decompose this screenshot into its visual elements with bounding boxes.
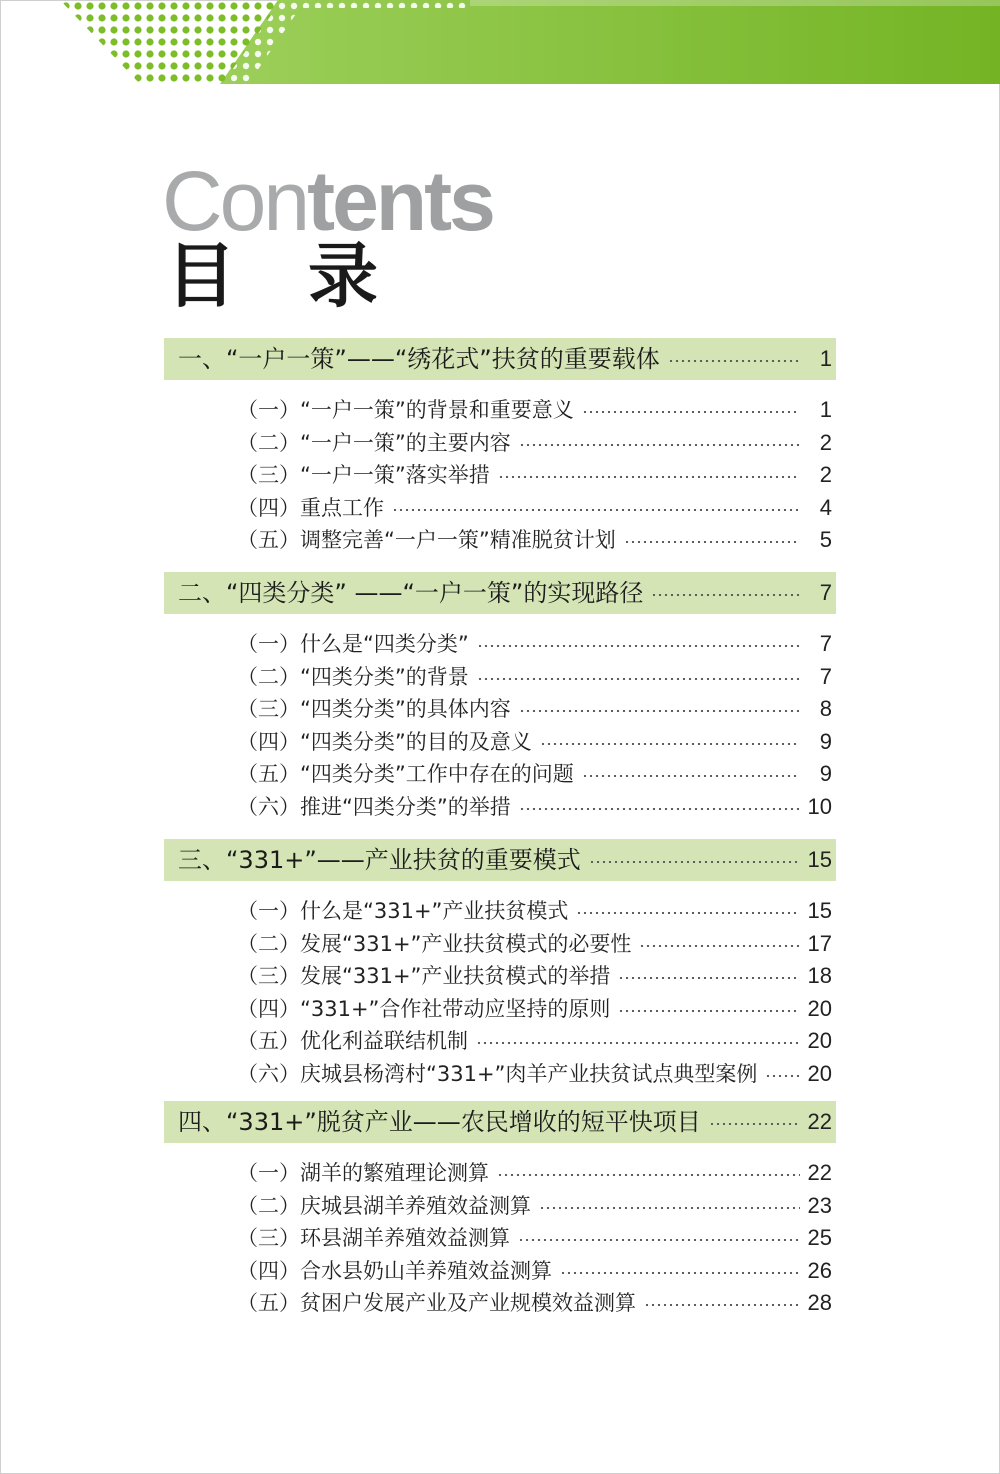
toc-entry-page-number: 9 xyxy=(819,729,832,754)
dot-leader xyxy=(668,360,800,362)
toc-entry-title[interactable]: （三）“四类分类”的具体内容 xyxy=(237,697,511,721)
dot-leader xyxy=(497,1174,800,1176)
toc-entry-title[interactable]: （四）合水县奶山羊养殖效益测算 xyxy=(237,1259,552,1283)
toc-entry-page-number: 7 xyxy=(819,664,832,689)
dot-leader xyxy=(576,912,800,914)
dot-leader xyxy=(644,1304,800,1306)
toc-entry-page-number: 18 xyxy=(807,963,832,988)
toc-entry-page-number: 4 xyxy=(819,495,832,520)
toc-entry-page-number: 20 xyxy=(807,1061,832,1086)
toc-entry-page-number: 28 xyxy=(807,1290,832,1315)
toc-entry-title[interactable]: （二）发展“331+”产业扶贫模式的必要性 xyxy=(237,932,632,956)
toc-entry-page-number: 7 xyxy=(819,631,832,656)
toc-entry-title[interactable]: （三）“一户一策”落实举措 xyxy=(237,463,490,487)
toc-entry-page-number: 26 xyxy=(807,1258,832,1283)
contents-heading-bold: tents xyxy=(307,154,493,248)
toc-entry-page-number: 23 xyxy=(807,1193,832,1218)
toc-entry-page-number: 5 xyxy=(819,527,832,552)
toc-entry-title[interactable]: （三）环县湖羊养殖效益测算 xyxy=(237,1226,510,1250)
toc-entry-title[interactable]: （三）发展“331+”产业扶贫模式的举措 xyxy=(237,964,611,988)
dot-leader xyxy=(709,1123,800,1125)
dot-leader xyxy=(392,509,800,511)
section-page-number: 15 xyxy=(807,847,832,872)
section-title[interactable]: 一、“一户一策”——“绣花式”扶贫的重要载体 xyxy=(178,345,660,373)
toc-entry-page-number: 8 xyxy=(819,696,832,721)
dot-leader xyxy=(589,861,800,863)
toc-entry-title[interactable]: （五）贫困户发展产业及产业规模效益测算 xyxy=(237,1291,636,1315)
toc-entry-title[interactable]: （二）“四类分类”的背景 xyxy=(237,665,469,689)
dot-leader xyxy=(518,1239,800,1241)
dot-leader xyxy=(639,945,800,947)
toc-entry-title[interactable]: （一）什么是“331+”产业扶贫模式 xyxy=(237,899,569,923)
toc-entry-title[interactable]: （一）湖羊的繁殖理论测算 xyxy=(237,1161,489,1185)
dot-leader xyxy=(618,1010,800,1012)
toc-entry-title[interactable]: （四）重点工作 xyxy=(237,496,384,520)
toc-entry-page-number: 2 xyxy=(819,462,832,487)
toc-entry-title[interactable]: （二）“一户一策”的主要内容 xyxy=(237,431,511,455)
dot-leader xyxy=(519,710,800,712)
toc-entry-title[interactable]: （二）庆城县湖羊养殖效益测算 xyxy=(237,1194,531,1218)
toc-entry-page-number: 17 xyxy=(807,931,832,956)
dot-leader xyxy=(582,775,800,777)
dot-leader xyxy=(476,1042,800,1044)
section-page-number: 1 xyxy=(819,346,832,371)
dot-leader xyxy=(477,645,800,647)
section-page-number: 22 xyxy=(807,1109,832,1134)
dot-leader xyxy=(618,977,800,979)
toc-entry-title[interactable]: （五）“四类分类”工作中存在的问题 xyxy=(237,762,574,786)
dot-leader xyxy=(539,1207,800,1209)
toc-entry-title[interactable]: （四）“四类分类”的目的及意义 xyxy=(237,730,532,754)
section-title[interactable]: 四、“331+”脱贫产业——农民增收的短平快项目 xyxy=(178,1108,701,1136)
section-title[interactable]: 二、“四类分类” ——“一户一策”的实现路径 xyxy=(178,579,644,607)
toc-heading-chinese: 目录 xyxy=(166,234,450,317)
toc-entry-page-number: 2 xyxy=(819,430,832,455)
dot-leader xyxy=(540,743,800,745)
toc-entry-title[interactable]: （一）什么是“四类分类” xyxy=(237,632,469,656)
toc-entry-title[interactable]: （四）“331+”合作社带动应坚持的原则 xyxy=(237,997,611,1021)
toc-entry-title[interactable]: （五）优化利益联结机制 xyxy=(237,1029,468,1053)
toc-entry-title[interactable]: （六）推进“四类分类”的举措 xyxy=(237,795,511,819)
dot-leader xyxy=(519,444,800,446)
dot-leader xyxy=(477,678,800,680)
toc-entry-page-number: 15 xyxy=(807,898,832,923)
toc-entry-page-number: 22 xyxy=(807,1160,832,1185)
dot-leader xyxy=(582,411,800,413)
toc-entry-title[interactable]: （五）调整完善“一户一策”精准脱贫计划 xyxy=(237,528,616,552)
section-page-number: 7 xyxy=(819,580,832,605)
toc-entry-page-number: 9 xyxy=(819,761,832,786)
dot-leader xyxy=(765,1075,800,1077)
toc-entry-title[interactable]: （六）庆城县杨湾村“331+”肉羊产业扶贫试点典型案例 xyxy=(237,1062,758,1086)
dot-leader xyxy=(498,476,800,478)
toc-entry-page-number: 20 xyxy=(807,1028,832,1053)
toc-entry-page-number: 25 xyxy=(807,1225,832,1250)
contents-heading-light: Con xyxy=(162,154,308,248)
section-title[interactable]: 三、“331+”——产业扶贫的重要模式 xyxy=(178,846,581,874)
toc-entry-page-number: 20 xyxy=(807,996,832,1021)
dot-leader xyxy=(624,541,800,543)
toc-entry-title[interactable]: （一）“一户一策”的背景和重要意义 xyxy=(237,398,574,422)
dot-leader xyxy=(519,808,800,810)
toc-entry-page-number: 1 xyxy=(819,397,832,422)
toc-entry-page-number: 10 xyxy=(807,794,832,819)
dot-leader xyxy=(560,1272,800,1274)
dot-leader xyxy=(651,594,800,596)
